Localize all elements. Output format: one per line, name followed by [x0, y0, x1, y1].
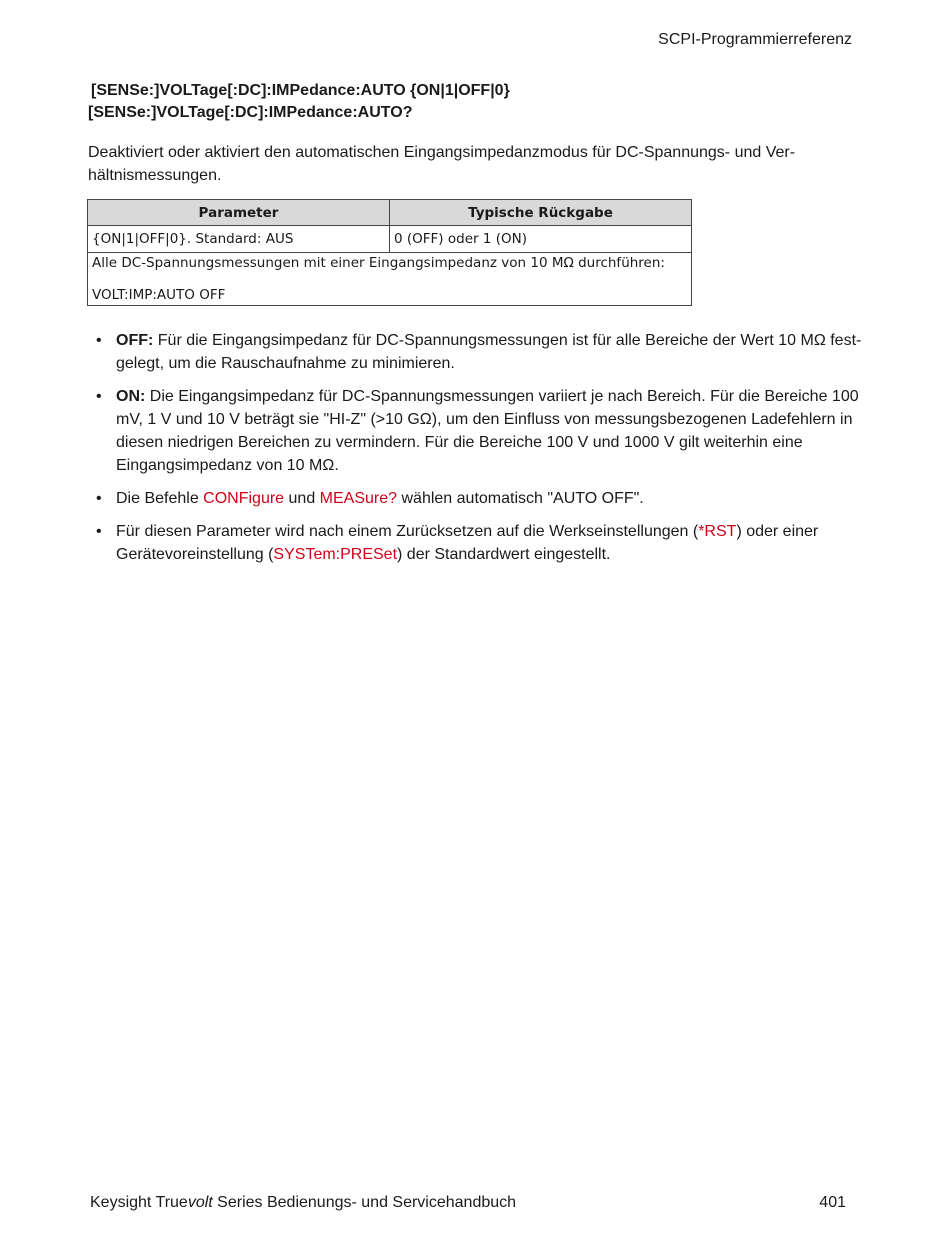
bullet-text: ) oder einer Gerätevoreinstellung (	[116, 523, 819, 563]
example-code: VOLT:IMP:AUTO OFF	[92, 287, 226, 303]
example-text: Alle DC-Spannungsmessungen mit einer Eingangsimpedanz von 10 MΩ durchführen:	[92, 255, 665, 271]
table-cell-parameter: {ON|1|OFF|0}. Standard: AUS	[88, 226, 390, 253]
table-cell-return: 0 (OFF) oder 1 (ON)	[390, 226, 692, 253]
footer-brand-italic: volt	[187, 1194, 213, 1211]
table-row	[88, 226, 692, 253]
bullet-icon: •	[96, 490, 102, 507]
table-example-cell	[88, 253, 692, 306]
running-header: SCPI-Programmierreferenz	[658, 31, 852, 48]
table-header-parameter: Parameter	[88, 200, 390, 226]
link-rst[interactable]: *RST	[698, 523, 737, 540]
link-system-preset[interactable]: SYSTem:PRESet	[273, 546, 398, 563]
list-item	[90, 487, 865, 510]
command-syntax	[88, 80, 510, 124]
link-configure[interactable]: CONFigure	[203, 490, 285, 507]
command-set-syntax: [SENSe:]VOLTage[:DC]:IMPedance:AUTO {ON|1|OFF|0}	[91, 82, 510, 99]
table-header-return: Typische Rückgabe	[390, 200, 692, 226]
bullet-text: Für die Eingangsimpedanz für DC-Spannungsmessungen ist für alle Bereiche der Wert 10 MΩ festgelegt, um die Rauschaufnahme zu minimieren.	[116, 332, 862, 372]
bullet-text: Für diesen Parameter wird nach einem Zurücksetzen auf die Werkseinstellungen (	[116, 523, 699, 540]
bullet-icon: •	[96, 523, 102, 540]
bullet-label-off: OFF:	[116, 332, 154, 349]
bullet-text: ) der Standardwert eingestellt.	[397, 546, 611, 563]
bullet-text: Die Befehle	[116, 490, 204, 507]
notes-list	[90, 329, 865, 576]
link-measure[interactable]: MEASure?	[319, 490, 398, 507]
table-header-row	[88, 200, 692, 226]
page-number: 401	[819, 1194, 846, 1211]
command-query-syntax: [SENSe:]VOLTage[:DC]:IMPedance:AUTO?	[88, 104, 413, 121]
command-description: Deaktiviert oder aktiviert den automatischen Eingangsimpedanzmodus für DC-Spannungs- und Verhältnismessungen.	[88, 144, 796, 184]
bullet-text: wählen automatisch "AUTO OFF".	[397, 490, 644, 507]
footer-brand: Keysight True	[90, 1194, 188, 1211]
footer-title-text: Series Bedienungs- und Servicehandbuch	[212, 1194, 517, 1211]
bullet-icon: •	[96, 388, 102, 405]
list-item	[90, 520, 865, 566]
footer-book-title	[90, 1194, 516, 1212]
bullet-label-on: ON:	[116, 388, 146, 405]
parameter-table	[87, 199, 692, 306]
list-item	[90, 385, 865, 477]
bullet-text: Die Eingangsimpedanz für DC-Spannungsmessungen variiert je nach Bereich. Für die Bereiche 100 mV, 1 V und 10 V beträgt sie "HI-Z" (>10 GΩ), um den Einfluss von messungsbezogenen Ladefehlern in diesen niedrigen Bereichen zu vermindern. Für die Bereiche 100 V und 1000 V gilt weiterhin eine Eingangsimpedanz von 10 MΩ.	[116, 388, 859, 474]
bullet-text: und	[284, 490, 320, 507]
table-example-row	[88, 253, 692, 306]
list-item	[90, 329, 865, 375]
bullet-icon: •	[96, 332, 102, 349]
